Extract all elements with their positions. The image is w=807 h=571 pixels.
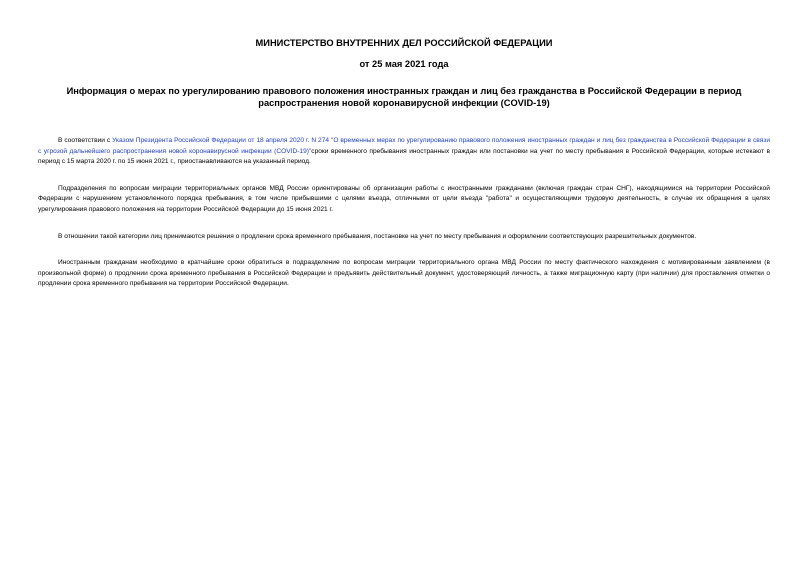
document-body <box>38 136 770 306</box>
paragraph-2: Подразделения по вопросам миграции территориальных органов МВД России ориентированы об организации работы с иностранными гражданами (включая граждан стран СНГ), находящимися на территории Российской Федерации с нарушением установленного порядка пребывания, в том числе прибывшими с целями въезда, отличными от цели въезда "работа" и осуществляющими трудовую деятельность, в случае их обращения в целях урегулирования правового положения на территории Российской Федерации до 15 июня 2021 г. <box>38 184 770 213</box>
paragraph-3: В отношении такой категории лиц принимаются решения о продлении срока временного пребывания, постановке на учет по месту пребывания и оформлении соответствующих разрешительных документов. <box>58 232 697 240</box>
decree-link[interactable]: Указом Президента Российской Федерации от 18 апреля 2020 г. N 274 "О временных мерах по урегулированию правового положения иностранных граждан и лиц без гражданства в Российской Федерации в связи с угрозой дальнейшего распространения новой коронавирусной инфекции (COVID-19)" <box>38 137 771 155</box>
paragraph-1 <box>38 136 770 168</box>
paragraph-1-suffix: сроки временного пребывания иностранных граждан или постановки на учет по месту пребывания в Российской Федерации, которые истекают в период с 15 марта 2020 г. по 15 июня 2021 г., приостанавливаются на указанный период. <box>38 147 770 166</box>
ministry-heading: МИНИСТЕРСТВО ВНУТРЕННИХ ДЕЛ РОССИЙСКОЙ ФЕДЕРАЦИИ <box>255 38 553 48</box>
document-title: Информация о мерах по урегулированию правового положения иностранных граждан и лиц без гражданства в Российской Федерации в период распространения новой коронавирусной инфекции (COVID-19) <box>66 86 742 108</box>
document-date: от 25 мая 2021 года <box>359 59 449 69</box>
paragraph-4: Иностранным гражданам необходимо в кратчайшие сроки обратиться в подразделение по вопросам миграции территориального органа МВД России по месту фактического нахождения с мотивированным заявлением (в произвольной форме) о продлении срока временного пребывания в Российской Федерации и предъявить действительный документ, удостоверяющий личность, а также миграционную карту (при наличии) для проставления отметки о продлении срока временного пребывания на территории Российской Федерации. <box>38 259 770 288</box>
paragraph-1-prefix: В соответствии с <box>58 137 113 144</box>
